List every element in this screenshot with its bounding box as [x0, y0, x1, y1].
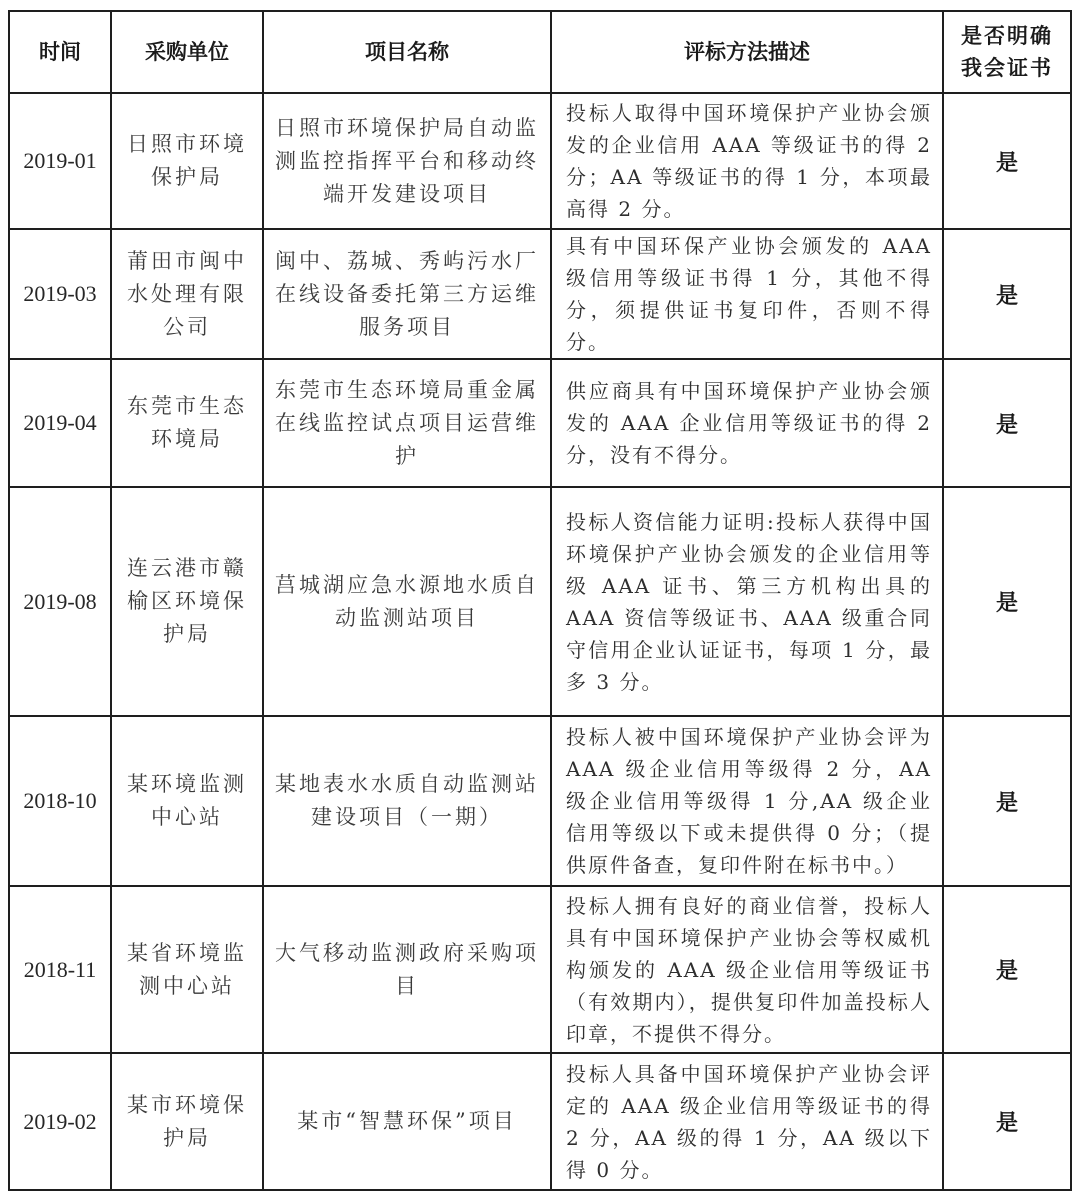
cell-cert: 是 [943, 886, 1071, 1053]
cell-time: 2018-10 [9, 716, 111, 886]
cell-cert: 是 [943, 487, 1071, 716]
procurement-table [8, 10, 1072, 1191]
cell-project: 东莞市生态环境局重金属在线监控试点项目运营维护 [263, 359, 551, 487]
header-project: 项目名称 [263, 11, 551, 93]
cell-unit: 某市环境保护局 [111, 1053, 263, 1190]
cell-time: 2018-11 [9, 886, 111, 1053]
cell-method: 供应商具有中国环境保护产业协会颁发的 AAA 企业信用等级证书的得 2 分，没有不得分。 [551, 359, 943, 487]
cell-method: 投标人拥有良好的商业信誉，投标人具有中国环境保护产业协会等权威机构颁发的 AAA 级企业信用等级证书（有效期内），提供复印件加盖投标人印章，不提供不得分。 [551, 886, 943, 1053]
header-unit: 采购单位 [111, 11, 263, 93]
cell-cert: 是 [943, 716, 1071, 886]
cell-cert: 是 [943, 93, 1071, 229]
cell-method: 具有中国环保产业协会颁发的 AAA 级信用等级证书得 1 分，其他不得分，须提供证书复印件，否则不得分。 [551, 229, 943, 359]
cell-project: 某地表水水质自动监测站建设项目（一期） [263, 716, 551, 886]
cell-unit: 某省环境监测中心站 [111, 886, 263, 1053]
header-time: 时间 [9, 11, 111, 93]
cell-project: 莒城湖应急水源地水质自动监测站项目 [263, 487, 551, 716]
cell-method: 投标人被中国环境保护产业协会评为 AAA 级企业信用等级得 2 分，AA 级企业信用等级得 1 分,AA 级企业信用等级以下或未提供得 0 分；（提供原件备查，复印件附在标书中。） [551, 716, 943, 886]
table-row [9, 886, 1071, 1053]
cell-time: 2019-08 [9, 487, 111, 716]
header-method: 评标方法描述 [551, 11, 943, 93]
cell-cert: 是 [943, 229, 1071, 359]
table-row [9, 716, 1071, 886]
table-row [9, 93, 1071, 229]
cell-time: 2019-01 [9, 93, 111, 229]
cell-project: 日照市环境保护局自动监测监控指挥平台和移动终端开发建设项目 [263, 93, 551, 229]
cell-unit: 某环境监测中心站 [111, 716, 263, 886]
cell-time: 2019-02 [9, 1053, 111, 1190]
table-row [9, 359, 1071, 487]
table-row [9, 487, 1071, 716]
cell-method: 投标人取得中国环境保护产业协会颁发的企业信用 AAA 等级证书的得 2 分；AA 等级证书的得 1 分，本项最高得 2 分。 [551, 93, 943, 229]
table-row [9, 229, 1071, 359]
cell-unit: 莆田市闽中水处理有限公司 [111, 229, 263, 359]
cell-method: 投标人资信能力证明:投标人获得中国环境保护产业协会颁发的企业信用等级 AAA 证书、第三方机构出具的 AAA 资信等级证书、AAA 级重合同守信用企业认证证书，每项 1 分，最多 3 分。 [551, 487, 943, 716]
cell-method: 投标人具备中国环境保护产业协会评定的 AAA 级企业信用等级证书的得 2 分，AA 级的得 1 分，AA 级以下得 0 分。 [551, 1053, 943, 1190]
cell-time: 2019-04 [9, 359, 111, 487]
cell-time: 2019-03 [9, 229, 111, 359]
cell-cert: 是 [943, 1053, 1071, 1190]
table-row [9, 1053, 1071, 1190]
cell-unit: 日照市环境保护局 [111, 93, 263, 229]
cell-unit: 连云港市赣榆区环境保护局 [111, 487, 263, 716]
header-row [9, 11, 1071, 93]
cell-project: 闽中、荔城、秀屿污水厂在线设备委托第三方运维服务项目 [263, 229, 551, 359]
header-cert: 是否明确我会证书 [943, 11, 1071, 93]
cell-project: 某市“智慧环保”项目 [263, 1053, 551, 1190]
cell-cert: 是 [943, 359, 1071, 487]
cell-unit: 东莞市生态环境局 [111, 359, 263, 487]
cell-project: 大气移动监测政府采购项目 [263, 886, 551, 1053]
